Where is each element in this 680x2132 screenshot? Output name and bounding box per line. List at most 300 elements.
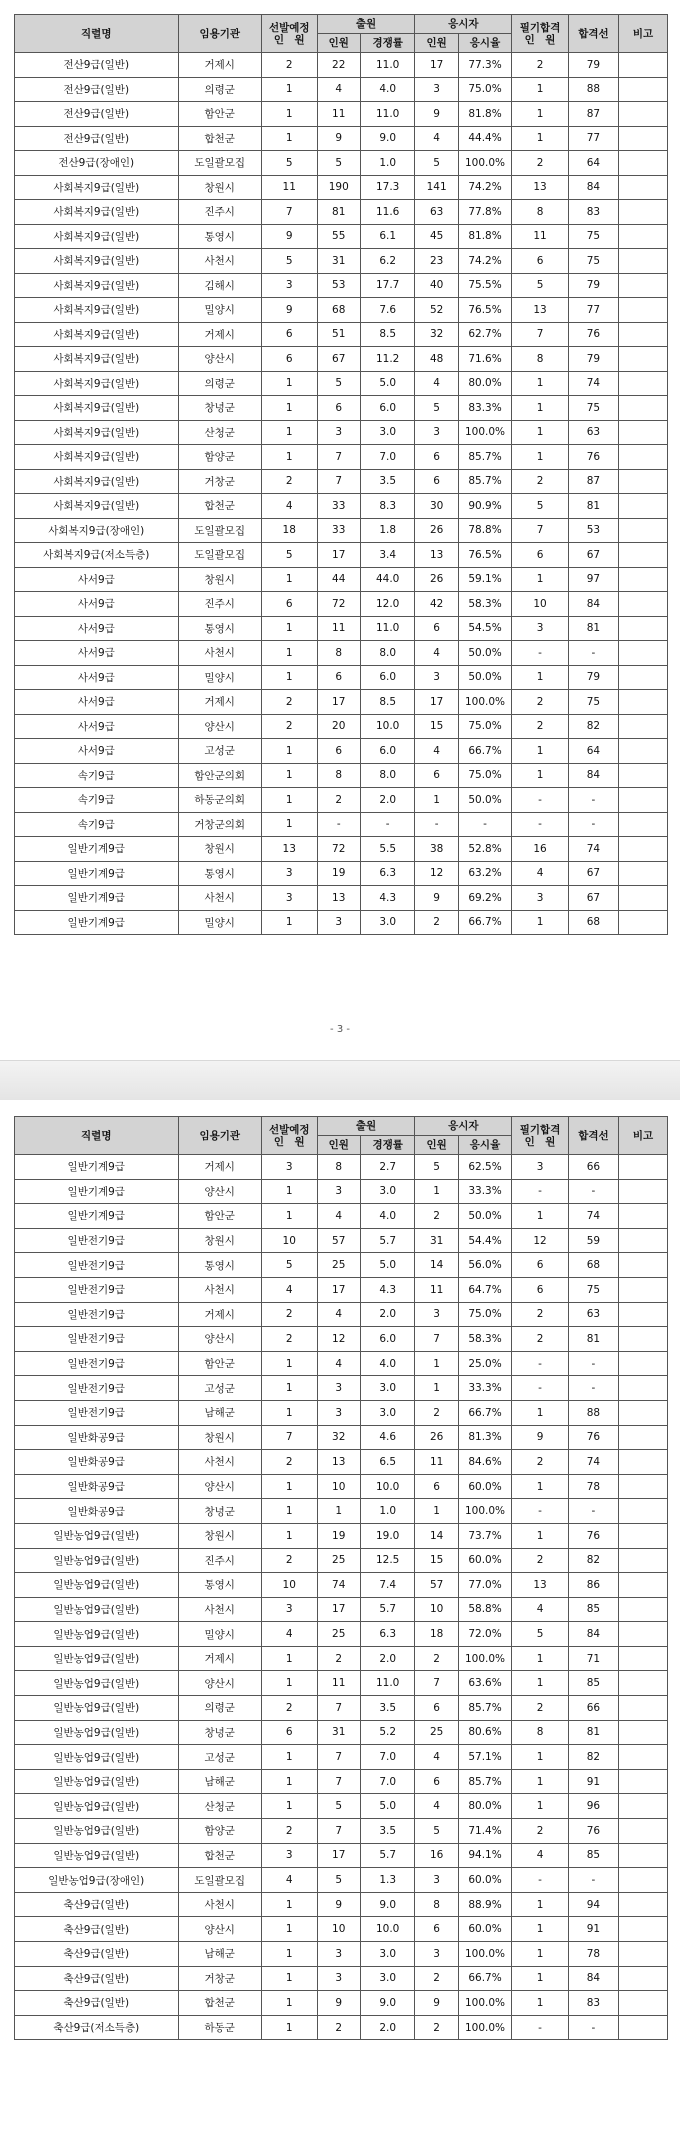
cell-exam-rate: 81.3%	[458, 1425, 511, 1450]
cell-applicants: 3	[317, 420, 360, 445]
cell-exam-rate: 63.6%	[458, 1671, 511, 1696]
table-row	[15, 1450, 668, 1475]
cell-note	[618, 1794, 667, 1819]
header-applicants-count: 인원	[317, 1136, 360, 1155]
cell-agency: 밀양시	[178, 910, 261, 935]
cell-examinees: 6	[415, 763, 458, 788]
cell-written-pass: 6	[512, 249, 569, 274]
cell-cutoff: -	[568, 788, 618, 813]
cell-quota: 1	[261, 1474, 317, 1499]
cell-applicants: 8	[317, 1155, 360, 1180]
cell-written-pass: 2	[512, 1302, 569, 1327]
cell-applicants: 13	[317, 886, 360, 911]
cell-quota: 2	[261, 1327, 317, 1352]
cell-exam-rate: 83.3%	[458, 396, 511, 421]
cell-exam-rate: 75.0%	[458, 763, 511, 788]
cell-agency: 통영시	[178, 1253, 261, 1278]
header-examinees: 응시자	[415, 1117, 512, 1136]
cell-examinees: 6	[415, 1696, 458, 1721]
cell-agency: 남해군	[178, 1942, 261, 1967]
cell-exam-rate: 100.0%	[458, 1942, 511, 1967]
cell-competition: 8.3	[360, 494, 415, 519]
cell-cutoff: 79	[568, 665, 618, 690]
cell-competition: 1.0	[360, 1499, 415, 1524]
cell-quota: 1	[261, 126, 317, 151]
table-header	[15, 1117, 668, 1155]
cell-title: 사서9급	[15, 739, 179, 764]
cell-note	[618, 1720, 667, 1745]
cell-note	[618, 1966, 667, 1991]
cell-cutoff: 76	[568, 322, 618, 347]
cell-examinees: 7	[415, 1671, 458, 1696]
table-row	[15, 567, 668, 592]
cell-agency: 사천시	[178, 886, 261, 911]
cell-cutoff: 82	[568, 714, 618, 739]
cell-competition: 8.5	[360, 322, 415, 347]
cell-applicants: 10	[317, 1917, 360, 1942]
cell-competition: 4.0	[360, 1204, 415, 1229]
cell-quota: 3	[261, 1597, 317, 1622]
cell-quota: 1	[261, 910, 317, 935]
cell-applicants: 7	[317, 1819, 360, 1844]
cell-title: 축산9급(일반)	[15, 1991, 179, 2016]
cell-title: 일반전기9급	[15, 1228, 179, 1253]
results-table-page-1	[14, 14, 668, 935]
cell-cutoff: 81	[568, 1720, 618, 1745]
cell-agency: 합천군	[178, 126, 261, 151]
cell-written-pass: 11	[512, 224, 569, 249]
cell-cutoff: -	[568, 1179, 618, 1204]
cell-cutoff: 96	[568, 1794, 618, 1819]
cell-cutoff: 91	[568, 1769, 618, 1794]
cell-agency: 합천군	[178, 1991, 261, 2016]
cell-examinees: 40	[415, 273, 458, 298]
cell-quota: 1	[261, 2015, 317, 2040]
cell-quota: 5	[261, 249, 317, 274]
cell-agency: 사천시	[178, 1277, 261, 1302]
cell-competition: 3.0	[360, 910, 415, 935]
cell-quota: 1	[261, 1646, 317, 1671]
cell-title: 사회복지9급(일반)	[15, 469, 179, 494]
cell-written-pass: 4	[512, 1843, 569, 1868]
cell-written-pass: 2	[512, 690, 569, 715]
cell-competition: 10.0	[360, 1474, 415, 1499]
cell-note	[618, 1523, 667, 1548]
table-row	[15, 1155, 668, 1180]
cell-examinees: 5	[415, 151, 458, 176]
cell-applicants: 3	[317, 1179, 360, 1204]
cell-competition: 3.0	[360, 1400, 415, 1425]
table-row	[15, 53, 668, 78]
cell-examinees: 2	[415, 2015, 458, 2040]
table-row	[15, 1425, 668, 1450]
cell-applicants: 10	[317, 1474, 360, 1499]
table-row	[15, 224, 668, 249]
cell-quota: 1	[261, 1942, 317, 1967]
cell-examinees: 5	[415, 396, 458, 421]
cell-note	[618, 1450, 667, 1475]
cell-examinees: 1	[415, 1376, 458, 1401]
cell-cutoff: 77	[568, 298, 618, 323]
cell-applicants: 33	[317, 518, 360, 543]
cell-cutoff: 83	[568, 200, 618, 225]
cell-written-pass: 1	[512, 1991, 569, 2016]
cell-note	[618, 1376, 667, 1401]
cell-title: 사회복지9급(저소득층)	[15, 543, 179, 568]
cell-examinees: 9	[415, 102, 458, 127]
cell-agency: 통영시	[178, 861, 261, 886]
cell-cutoff: -	[568, 1868, 618, 1893]
cell-exam-rate: 58.3%	[458, 1327, 511, 1352]
cell-cutoff: 88	[568, 77, 618, 102]
cell-competition: 17.3	[360, 175, 415, 200]
cell-competition: 17.7	[360, 273, 415, 298]
cell-written-pass: -	[512, 1499, 569, 1524]
cell-applicants: 3	[317, 1942, 360, 1967]
cell-applicants: 4	[317, 1204, 360, 1229]
table-row	[15, 690, 668, 715]
table-row	[15, 1327, 668, 1352]
cell-examinees: 6	[415, 445, 458, 470]
cell-competition: 9.0	[360, 1892, 415, 1917]
cell-written-pass: 6	[512, 543, 569, 568]
cell-examinees: 23	[415, 249, 458, 274]
cell-exam-rate: 66.7%	[458, 910, 511, 935]
cell-note	[618, 224, 667, 249]
header-agency: 임용기관	[178, 1117, 261, 1155]
cell-note	[618, 1745, 667, 1770]
cell-examinees: 6	[415, 1769, 458, 1794]
cell-note	[618, 837, 667, 862]
table-row	[15, 1819, 668, 1844]
table-row	[15, 1942, 668, 1967]
table-row	[15, 837, 668, 862]
header-quota: 선발예정 인 원	[261, 15, 317, 53]
cell-note	[618, 1425, 667, 1450]
table-row	[15, 1622, 668, 1647]
cell-cutoff: 67	[568, 543, 618, 568]
cell-title: 전산9급(일반)	[15, 126, 179, 151]
cell-agency: 양산시	[178, 1327, 261, 1352]
page-number: - 3 -	[330, 1024, 350, 1035]
table-row	[15, 592, 668, 617]
cell-agency: 창녕군	[178, 1499, 261, 1524]
table-row	[15, 1351, 668, 1376]
table-row	[15, 298, 668, 323]
cell-note	[618, 1499, 667, 1524]
cell-note	[618, 77, 667, 102]
cell-agency: 거제시	[178, 1155, 261, 1180]
cell-exam-rate: 77.3%	[458, 53, 511, 78]
cell-agency: 창원시	[178, 1228, 261, 1253]
table-row	[15, 396, 668, 421]
cell-note	[618, 910, 667, 935]
cell-cutoff: 86	[568, 1573, 618, 1598]
cell-applicants: 5	[317, 1868, 360, 1893]
cell-agency: 양산시	[178, 1671, 261, 1696]
cell-applicants: 72	[317, 592, 360, 617]
cell-title: 사회복지9급(일반)	[15, 224, 179, 249]
cell-applicants: 5	[317, 371, 360, 396]
cell-quota: 1	[261, 1745, 317, 1770]
table-row	[15, 200, 668, 225]
cell-cutoff: 63	[568, 1302, 618, 1327]
cell-agency: 진주시	[178, 1548, 261, 1573]
cell-applicants: 17	[317, 543, 360, 568]
cell-exam-rate: 100.0%	[458, 1991, 511, 2016]
table-row	[15, 1597, 668, 1622]
cell-examinees: 3	[415, 420, 458, 445]
cell-title: 일반농업9급(일반)	[15, 1745, 179, 1770]
cell-title: 사회복지9급(일반)	[15, 420, 179, 445]
cell-title: 사회복지9급(일반)	[15, 200, 179, 225]
table-row	[15, 1253, 668, 1278]
table-row	[15, 1868, 668, 1893]
cell-written-pass: 1	[512, 910, 569, 935]
cell-examinees: 13	[415, 543, 458, 568]
cell-note	[618, 420, 667, 445]
cell-examinees: 11	[415, 1450, 458, 1475]
header-agency: 임용기관	[178, 15, 261, 53]
cell-note	[618, 1696, 667, 1721]
cell-agency: 함안군	[178, 1351, 261, 1376]
cell-agency: 함안군	[178, 1204, 261, 1229]
cell-examinees: 4	[415, 641, 458, 666]
cell-examinees: 30	[415, 494, 458, 519]
cell-title: 일반전기9급	[15, 1277, 179, 1302]
table-row	[15, 714, 668, 739]
cell-agency: 도일괄모집	[178, 151, 261, 176]
cell-title: 일반전기9급	[15, 1351, 179, 1376]
cell-exam-rate: 75.5%	[458, 273, 511, 298]
cell-cutoff: 74	[568, 837, 618, 862]
cell-competition: 4.3	[360, 1277, 415, 1302]
cell-exam-rate: 94.1%	[458, 1843, 511, 1868]
cell-applicants: 5	[317, 151, 360, 176]
table-row	[15, 1917, 668, 1942]
cell-written-pass: 1	[512, 77, 569, 102]
header-exam-rate: 응시율	[458, 1136, 511, 1155]
cell-quota: 3	[261, 1155, 317, 1180]
cell-quota: 2	[261, 690, 317, 715]
cell-cutoff: 83	[568, 1991, 618, 2016]
cell-competition: 4.3	[360, 886, 415, 911]
cell-cutoff: -	[568, 812, 618, 837]
cell-cutoff: -	[568, 1351, 618, 1376]
cell-note	[618, 2015, 667, 2040]
cell-exam-rate: 33.3%	[458, 1376, 511, 1401]
cell-competition: 4.6	[360, 1425, 415, 1450]
cell-agency: 양산시	[178, 714, 261, 739]
cell-competition: 2.0	[360, 1302, 415, 1327]
cell-exam-rate: 81.8%	[458, 224, 511, 249]
cell-note	[618, 1942, 667, 1967]
cell-quota: 2	[261, 1819, 317, 1844]
cell-examinees: 4	[415, 126, 458, 151]
cell-title: 일반농업9급(일반)	[15, 1819, 179, 1844]
cell-quota: 2	[261, 1450, 317, 1475]
cell-quota: 4	[261, 1868, 317, 1893]
table-row	[15, 77, 668, 102]
document-page-1	[0, 0, 680, 1060]
cell-agency: 하동군의회	[178, 788, 261, 813]
cell-quota: 1	[261, 1179, 317, 1204]
cell-title: 일반농업9급(일반)	[15, 1843, 179, 1868]
cell-applicants: 5	[317, 1794, 360, 1819]
cell-competition: 11.0	[360, 616, 415, 641]
cell-title: 축산9급(일반)	[15, 1942, 179, 1967]
cell-quota: 3	[261, 861, 317, 886]
table-row	[15, 518, 668, 543]
header-exam-rate: 응시율	[458, 34, 511, 53]
cell-title: 사회복지9급(일반)	[15, 322, 179, 347]
cell-written-pass: 1	[512, 1769, 569, 1794]
table-row	[15, 763, 668, 788]
cell-written-pass: 9	[512, 1425, 569, 1450]
cell-competition: 3.0	[360, 420, 415, 445]
cell-exam-rate: 50.0%	[458, 788, 511, 813]
cell-written-pass: 1	[512, 1892, 569, 1917]
cell-applicants: 8	[317, 763, 360, 788]
cell-quota: 7	[261, 200, 317, 225]
cell-exam-rate: 54.5%	[458, 616, 511, 641]
cell-quota: 1	[261, 665, 317, 690]
cell-title: 사회복지9급(일반)	[15, 347, 179, 372]
cell-title: 일반농업9급(일반)	[15, 1696, 179, 1721]
cell-written-pass: -	[512, 1376, 569, 1401]
cell-competition: 1.3	[360, 1868, 415, 1893]
cell-written-pass: 8	[512, 347, 569, 372]
table-row	[15, 665, 668, 690]
table-row	[15, 1720, 668, 1745]
cell-quota: 1	[261, 445, 317, 470]
cell-written-pass: 1	[512, 567, 569, 592]
cell-exam-rate: 63.2%	[458, 861, 511, 886]
cell-exam-rate: 52.8%	[458, 837, 511, 862]
cell-title: 일반기계9급	[15, 1155, 179, 1180]
cell-note	[618, 1179, 667, 1204]
cell-cutoff: 76	[568, 1819, 618, 1844]
cell-title: 전산9급(일반)	[15, 53, 179, 78]
cell-quota: 1	[261, 1499, 317, 1524]
cell-exam-rate: 78.8%	[458, 518, 511, 543]
cell-note	[618, 200, 667, 225]
table-row	[15, 249, 668, 274]
cell-competition: 10.0	[360, 1917, 415, 1942]
cell-competition: 11.0	[360, 1671, 415, 1696]
cell-competition: 5.0	[360, 1794, 415, 1819]
cell-agency: 함양군	[178, 445, 261, 470]
cell-cutoff: 82	[568, 1745, 618, 1770]
page-separator	[0, 1060, 680, 1102]
cell-cutoff: 75	[568, 1277, 618, 1302]
cell-title: 일반농업9급(일반)	[15, 1671, 179, 1696]
cell-title: 일반화공9급	[15, 1474, 179, 1499]
cell-title: 일반화공9급	[15, 1499, 179, 1524]
cell-agency: 양산시	[178, 1917, 261, 1942]
cell-examinees: 4	[415, 739, 458, 764]
cell-note	[618, 1302, 667, 1327]
cell-cutoff: 64	[568, 739, 618, 764]
cell-competition: 7.0	[360, 1769, 415, 1794]
cell-competition: 6.5	[360, 1450, 415, 1475]
cell-note	[618, 1622, 667, 1647]
cell-note	[618, 1769, 667, 1794]
cell-written-pass: -	[512, 2015, 569, 2040]
table-row	[15, 151, 668, 176]
cell-written-pass: 1	[512, 1794, 569, 1819]
cell-agency: 거제시	[178, 690, 261, 715]
cell-examinees: 26	[415, 567, 458, 592]
cell-exam-rate: 71.6%	[458, 347, 511, 372]
cell-title: 사서9급	[15, 641, 179, 666]
cell-examinees: 7	[415, 1327, 458, 1352]
cell-quota: 10	[261, 1573, 317, 1598]
cell-agency: 진주시	[178, 200, 261, 225]
cell-competition: 3.5	[360, 1819, 415, 1844]
cell-title: 일반기계9급	[15, 910, 179, 935]
table-row	[15, 1966, 668, 1991]
cell-agency: 창원시	[178, 567, 261, 592]
cell-note	[618, 886, 667, 911]
table-row	[15, 1696, 668, 1721]
cell-competition: 9.0	[360, 1991, 415, 2016]
cell-applicants: 7	[317, 1696, 360, 1721]
cell-competition: -	[360, 812, 415, 837]
cell-note	[618, 739, 667, 764]
cell-title: 일반농업9급(일반)	[15, 1622, 179, 1647]
header-written-pass: 필기합격 인 원	[512, 1117, 569, 1155]
cell-applicants: 11	[317, 1671, 360, 1696]
cell-agency: 창원시	[178, 837, 261, 862]
cell-competition: 11.0	[360, 102, 415, 127]
cell-note	[618, 518, 667, 543]
cell-examinees: 6	[415, 1917, 458, 1942]
cell-examinees: 42	[415, 592, 458, 617]
cell-cutoff: 53	[568, 518, 618, 543]
cell-agency: 김해시	[178, 273, 261, 298]
table-row	[15, 861, 668, 886]
cell-quota: 6	[261, 322, 317, 347]
cell-agency: 남해군	[178, 1400, 261, 1425]
cell-exam-rate: 85.7%	[458, 1696, 511, 1721]
cell-note	[618, 1917, 667, 1942]
cell-applicants: 2	[317, 2015, 360, 2040]
cell-examinees: 3	[415, 665, 458, 690]
cell-title: 사회복지9급(일반)	[15, 371, 179, 396]
cell-exam-rate: 81.8%	[458, 102, 511, 127]
cell-written-pass: 1	[512, 396, 569, 421]
cell-exam-rate: 60.0%	[458, 1474, 511, 1499]
cell-applicants: 11	[317, 102, 360, 127]
cell-note	[618, 1597, 667, 1622]
cell-written-pass: 4	[512, 1597, 569, 1622]
cell-note	[618, 1843, 667, 1868]
cell-title: 사서9급	[15, 714, 179, 739]
table-row	[15, 1302, 668, 1327]
cell-competition: 3.0	[360, 1942, 415, 1967]
cell-competition: 5.0	[360, 371, 415, 396]
cell-note	[618, 1155, 667, 1180]
cell-competition: 11.0	[360, 53, 415, 78]
cell-quota: 6	[261, 1720, 317, 1745]
cell-note	[618, 812, 667, 837]
cell-cutoff: 91	[568, 1917, 618, 1942]
cell-competition: 5.7	[360, 1843, 415, 1868]
cell-written-pass: -	[512, 1179, 569, 1204]
cell-applicants: 7	[317, 445, 360, 470]
cell-quota: 6	[261, 592, 317, 617]
